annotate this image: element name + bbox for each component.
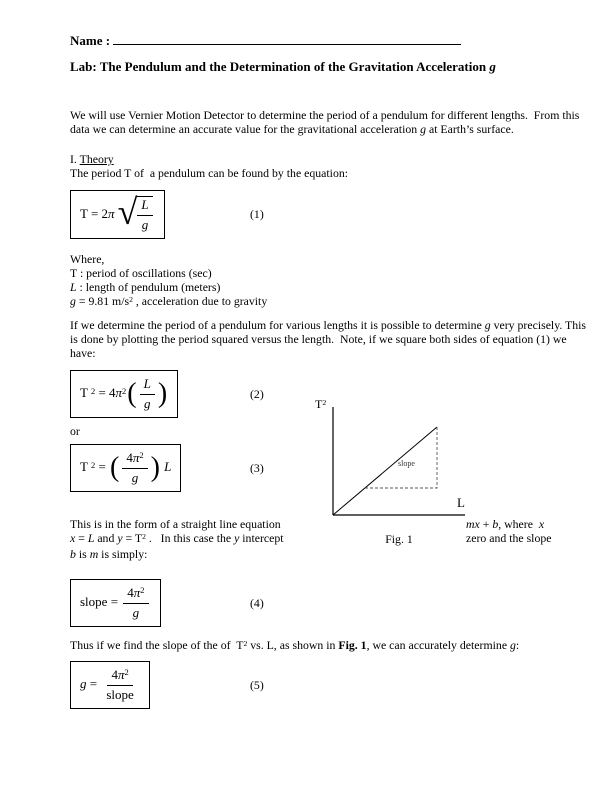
equation-1-number: (1) (250, 207, 264, 221)
equation-5-fraction (102, 667, 137, 703)
equation-5-number: (5) (250, 678, 264, 692)
fraction-numerator: $4\pi^2$ (122, 450, 147, 469)
equation-2-fraction (140, 376, 155, 412)
fraction-numerator: $4\pi^2$ (107, 667, 132, 686)
equation-3-number: (3) (250, 461, 264, 475)
equation-5-row (70, 661, 264, 709)
fraction-denominator: g (143, 395, 151, 411)
or-connector: or (70, 424, 80, 438)
equation-4-row (70, 579, 264, 627)
definition-T: T : period of oscillations (sec) (70, 266, 212, 280)
straight-line-left-1: This is in the form of a straight line equation (70, 517, 281, 531)
equation-3-fraction (122, 450, 147, 486)
where-definitions (70, 252, 267, 310)
left-parenthesis: ( (127, 377, 137, 409)
figure-1 (308, 394, 483, 552)
fraction-denominator: g (132, 604, 140, 620)
where-label: Where, (70, 252, 105, 266)
straight-line-right-1: mx + b, where x (466, 517, 545, 531)
equation-5-lhs: g = (80, 676, 101, 692)
figure-slope-label: slope (398, 459, 415, 468)
definition-g: g = 9.81 $m/s^2$ , acceleration due to gravity (70, 294, 268, 308)
equation-1-box (70, 190, 165, 239)
straight-line-right-2: zero and the slope (466, 531, 552, 545)
equation-4-fraction (123, 585, 148, 621)
plot-line (333, 427, 437, 515)
left-parenthesis: ( (110, 451, 120, 483)
right-parenthesis: ) (150, 451, 160, 483)
fraction-denominator: g (131, 469, 139, 485)
straight-line-right-text (466, 517, 552, 545)
equation-3-box (70, 444, 181, 492)
equation-4-number: (4) (250, 596, 264, 610)
equation-2-box (70, 370, 178, 418)
equation-2-row (70, 370, 264, 418)
figure-x-axis-label: L (457, 495, 465, 510)
equation-1-row (70, 190, 264, 238)
equation-2-lhs: T $^2 = 4\pi^2$ (80, 385, 127, 401)
thus-sentence: Thus if we find the slope of the of $T^2$ vs. L, as shown in Fig. 1, we can accurately determine g: (70, 638, 520, 652)
fraction-numerator: L (137, 197, 152, 216)
fraction-denominator: slope (106, 686, 134, 702)
straight-line-left-text (70, 517, 284, 561)
figure-y-axis-label: $T^2$ (315, 397, 327, 411)
fraction-denominator: g (141, 216, 149, 232)
equation-4-box (70, 579, 161, 627)
name-blank-line (113, 32, 461, 45)
section-theory-heading: I. Theory (70, 152, 114, 166)
lengths-paragraph: If we determine the period of a pendulum for various lengths it is possible to determine g very precisely. This is done by plotting the period squared versus the length. Note, if we square both sides of equation (1) we have: (70, 318, 589, 360)
equation-3-tail: L (164, 459, 172, 475)
equation-2-number: (2) (250, 387, 264, 401)
figure-caption: Fig. 1 (385, 532, 413, 546)
equation-5-box (70, 661, 150, 709)
equation-1-fraction (137, 196, 152, 233)
right-parenthesis: ) (157, 377, 168, 409)
name-line (70, 32, 461, 48)
equation-3-row (70, 444, 264, 492)
equation-4-lhs: slope = (80, 594, 122, 610)
equation-3-lhs: T $^2$ = (80, 459, 110, 475)
straight-line-left-3: b is m is simply: (70, 547, 148, 561)
intro-paragraph: We will use Vernier Motion Detector to determine the period of a pendulum for different lengths. From this data we can determine an accurate value for the gravitational acceleration g at Earth’s surface. (70, 108, 583, 136)
square-root-icon: √ (117, 192, 138, 233)
straight-line-left-2: x = L and $y = T^2$ . In this case the y intercept (70, 531, 284, 545)
fraction-numerator: L (140, 376, 155, 395)
period-equation-intro: The period T of a pendulum can be found by the equation: (70, 166, 349, 180)
name-label: Name : (70, 33, 111, 48)
definition-L: L : length of pendulum (meters) (70, 280, 221, 294)
document-title: Lab: The Pendulum and the Determination of the Gravitation Acceleration g (70, 59, 496, 74)
equation-1-lhs: T = 2π (80, 205, 115, 221)
fraction-numerator: $4\pi^2$ (123, 585, 148, 604)
